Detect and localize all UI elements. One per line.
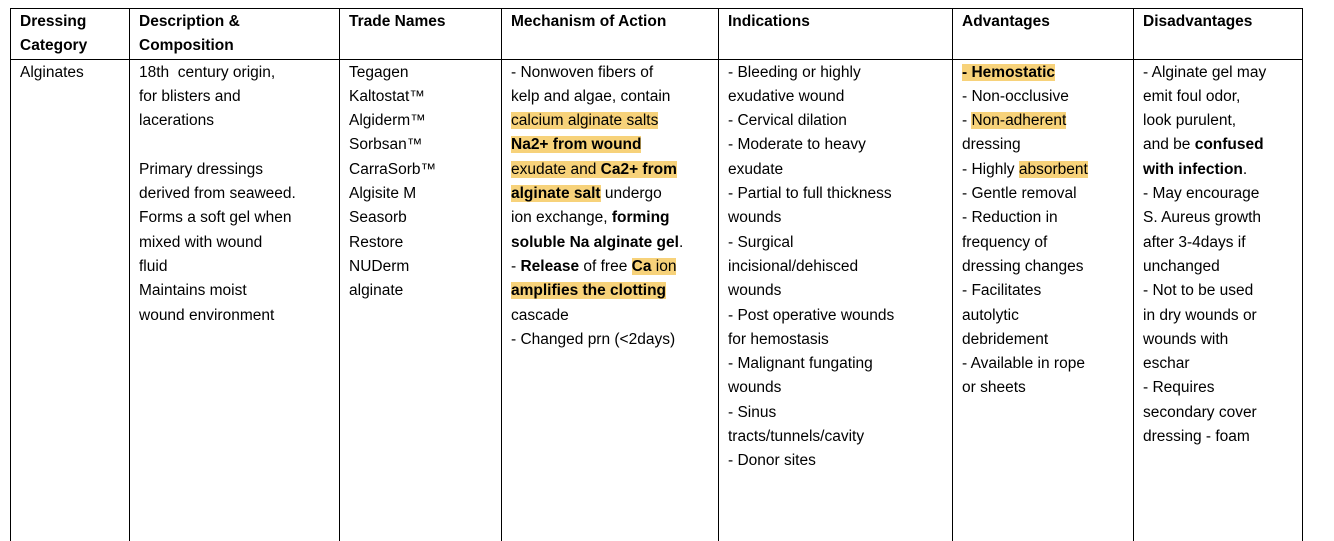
highlight-na-ion: Na2+ from wound <box>511 136 642 154</box>
header-trade-names: Trade Names <box>340 9 502 60</box>
table-row <box>11 59 1303 541</box>
header-description: Description & Composition <box>130 9 340 60</box>
cell-trade-names: Tegagen Kaltostat™ Algiderm™ Sorbsan™ CarraSorb™ Algisite M Seasorb Restore NUDerm alginate <box>340 59 502 541</box>
trade-name: Kaltostat™ <box>349 87 425 105</box>
highlight-calcium-alginate: calcium alginate salts <box>511 112 659 130</box>
trade-name: Sorbsan™ <box>349 136 423 154</box>
advantage-item: - Gentle removal <box>962 185 1077 203</box>
header-advantages: Advantages <box>953 9 1134 60</box>
header-row <box>11 9 1303 60</box>
indication-item: - Cervical dilation <box>728 112 847 130</box>
highlight-non-adherent: Non-adherent <box>971 112 1067 130</box>
highlight-hemostatic: - Hemostatic <box>962 63 1056 81</box>
cell-mechanism: - Nonwoven fibers of kelp and algae, contain calcium alginate salts Na2+ from wound exudate and Ca2+ from alginate salt undergo ion exchange, forming soluble Na alginate gel. - Release of free Ca ion amplifies the clotting cascade - Changed prn (<2days) <box>502 59 719 541</box>
advantage-item: - Non-occlusive <box>962 87 1069 105</box>
mechanism-change-line: - Changed prn (<2days) <box>511 330 676 348</box>
dressing-table <box>10 8 1303 541</box>
description-environment-line: Maintains moist <box>139 282 247 300</box>
header-mechanism: Mechanism of Action <box>502 9 719 60</box>
indication-item: - Donor sites <box>728 452 816 470</box>
cell-advantages: - Hemostatic - Non-occlusive - Non-adherent dressing - Highly absorbent - Gentle removal - Reduction in frequency of dressing changes - Facilitates autolytic debridement - Available in rope or sheets <box>953 59 1134 541</box>
trade-name: Restore <box>349 233 404 251</box>
trade-name: Algiderm™ <box>349 112 426 130</box>
trade-name: Seasorb <box>349 209 407 227</box>
trade-name: CarraSorb™ <box>349 160 436 178</box>
cell-description: 18th century origin, for blisters and lacerations Primary dressings derived from seaweed. Forms a soft gel when mixed with wound fluid Maintains moist wound environment <box>130 59 340 541</box>
trade-name: Tegagen <box>349 63 409 81</box>
cell-disadvantages: - Alginate gel may emit foul odor, look purulent, and be confused with infection. - May encourage S. Aureus growth after 3-4days if unchanged - Not to be used in dry wounds or wounds with eschar - Requires secondary cover dressing - foam <box>1134 59 1303 541</box>
header-indications: Indications <box>719 9 953 60</box>
highlight-clotting: amplifies the clotting <box>511 282 667 300</box>
highlight-absorbent: absorbent <box>1018 160 1088 178</box>
header-disadvantages: Disadvantages <box>1134 9 1303 60</box>
cell-indications: - Bleeding or highly exudative wound - Cervical dilation - Moderate to heavy exudate - Partial to full thickness wounds - Surgical incisional/dehisced wounds - Post operative wounds for hemostasis - Malignant fungating wounds - Sinus tracts/tunnels/cavity - Donor sites <box>719 59 953 541</box>
header-dressing-category: Dressing Category <box>11 9 130 60</box>
trade-name: Algisite M <box>349 185 417 203</box>
cell-category: Alginates <box>11 59 130 541</box>
